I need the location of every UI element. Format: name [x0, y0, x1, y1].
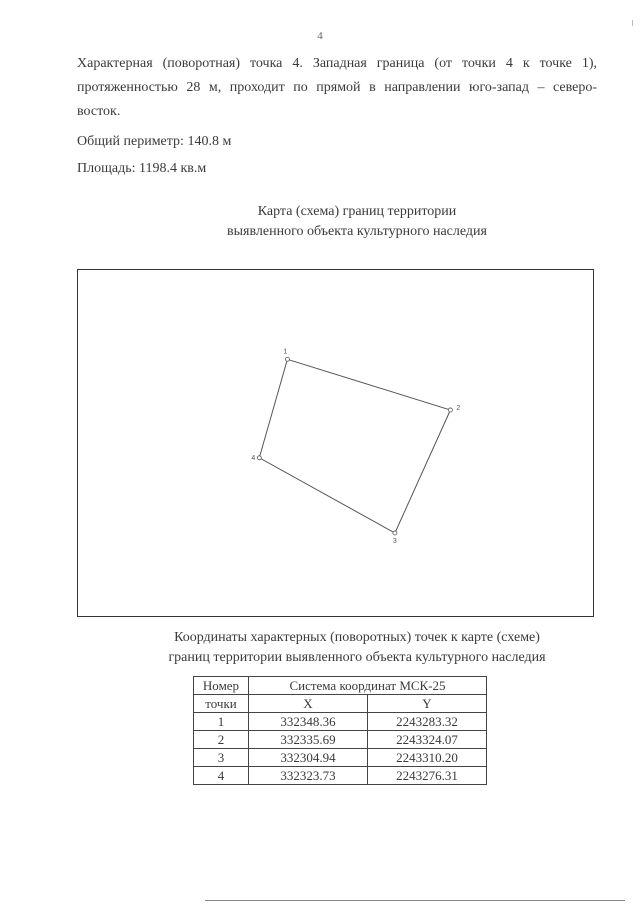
coordinates-table — [193, 676, 487, 785]
boundary-map-drawing — [78, 270, 592, 615]
scan-mark — [632, 20, 633, 26]
header-system: Система координат МСК-25 — [249, 677, 487, 695]
cell-number: 1 — [194, 713, 249, 731]
header-number-1: Номер — [194, 677, 249, 695]
paragraph-line-3: восток. — [77, 104, 121, 119]
table-row — [194, 713, 487, 731]
boundary-point-label: 4 — [251, 454, 256, 462]
cell-number: 4 — [194, 767, 249, 785]
boundary-point-marker — [285, 357, 289, 361]
cell-x: 332335.69 — [249, 731, 368, 749]
cell-x: 332304.94 — [249, 749, 368, 767]
area-text: Площадь: 1198.4 кв.м — [77, 161, 207, 176]
boundary-point-label: 3 — [392, 537, 397, 545]
map-caption-line-1: Карта (схема) границ территории — [257, 204, 457, 219]
page-number: 4 — [317, 30, 323, 42]
boundary-point-marker — [448, 408, 452, 412]
header-number-2: точки — [194, 695, 249, 713]
paragraph-line-2: протяженностью 28 м, проходит по прямой в направлении юго-запад – северо- — [77, 80, 597, 95]
cell-number: 2 — [194, 731, 249, 749]
cell-y: 2243310.20 — [368, 749, 487, 767]
boundary-point-label: 1 — [283, 348, 288, 356]
table-row — [194, 731, 487, 749]
bottom-rule — [205, 900, 625, 901]
map-caption-line-2: выявленного объекта культурного наследия — [227, 224, 487, 239]
cell-y: 2243283.32 — [368, 713, 487, 731]
boundary-point-label: 2 — [456, 404, 461, 412]
boundary-point-marker — [393, 531, 397, 535]
cell-number: 3 — [194, 749, 249, 767]
cell-y: 2243276.31 — [368, 767, 487, 785]
boundary-map — [77, 269, 594, 617]
cell-y: 2243324.07 — [368, 731, 487, 749]
paragraph-line-1: Характерная (поворотная) точка 4. Западная граница (от точки 4 к точке 1), — [77, 56, 597, 71]
table-row — [194, 767, 487, 785]
table-caption — [0, 628, 640, 668]
header-y: Y — [368, 695, 487, 713]
table-caption-line-2: границ территории выявленного объекта культурного наследия — [168, 650, 546, 665]
table-row — [194, 749, 487, 767]
boundary-polygon — [259, 359, 450, 533]
boundary-point-marker — [257, 456, 261, 460]
map-caption — [0, 202, 640, 242]
table-caption-line-1: Координаты характерных (поворотных) точек к карте (схеме) — [174, 630, 540, 645]
header-x: X — [249, 695, 368, 713]
cell-x: 332348.36 — [249, 713, 368, 731]
cell-x: 332323.73 — [249, 767, 368, 785]
perimeter-text: Общий периметр: 140.8 м — [77, 134, 232, 149]
